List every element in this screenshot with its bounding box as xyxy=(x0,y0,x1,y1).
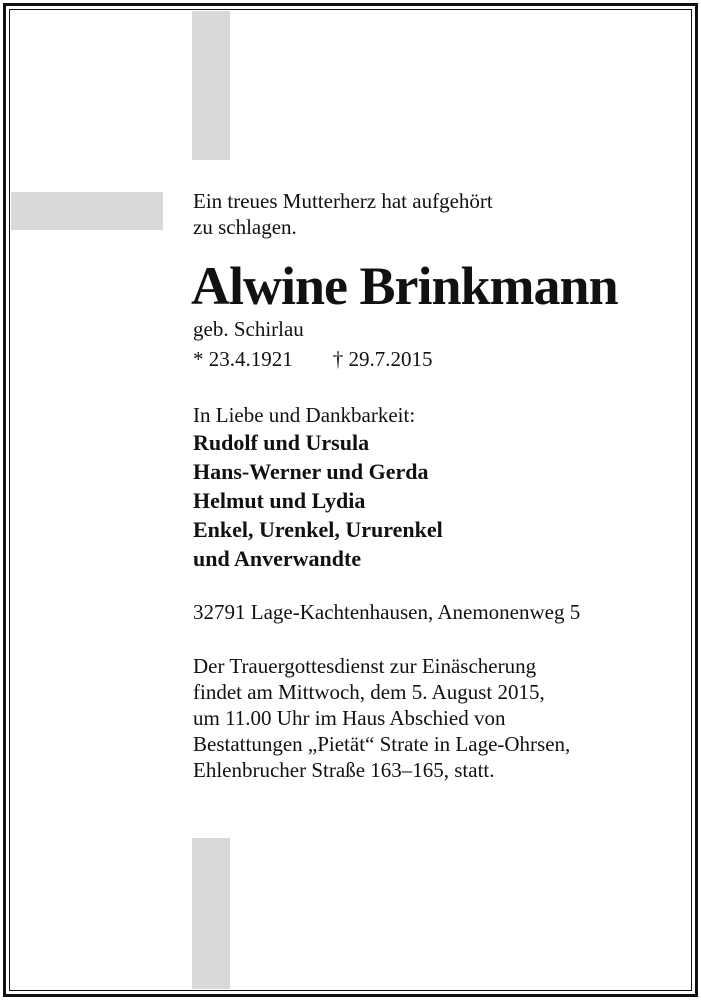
deceased-name: Alwine Brinkmann xyxy=(191,256,618,316)
service-line: Ehlenbrucher Straße 163–165, statt. xyxy=(193,758,495,782)
address: 32791 Lage-Kachtenhausen, Anemonenweg 5 xyxy=(193,600,581,624)
birth-date: * 23.4.1921 xyxy=(193,347,293,371)
mourner-line: Enkel, Urenkel, Ururenkel xyxy=(193,517,443,542)
intro-line-2: zu schlagen. xyxy=(193,215,297,239)
service-line: Der Trauergottesdienst zur Einäscherung xyxy=(193,654,537,678)
mourner-line: Helmut und Lydia xyxy=(193,488,366,513)
intro-line-1: Ein treues Mutterherz hat aufgehört xyxy=(193,189,493,213)
cross-icon-bottom-beam xyxy=(192,838,230,989)
service-line: um 11.00 Uhr im Haus Abschied von xyxy=(193,706,506,730)
mourners-list xyxy=(193,428,683,573)
gratitude-label: In Liebe und Dankbarkeit: xyxy=(193,403,416,427)
death-date: † 29.7.2015 xyxy=(332,347,433,371)
cross-icon-top-beam xyxy=(192,11,230,160)
mourner-line: Rudolf und Ursula xyxy=(193,430,370,455)
obituary-text xyxy=(193,188,683,783)
service-line: Bestattungen „Pietät“ Strate in Lage-Ohrsen, xyxy=(193,732,571,756)
cross-icon-left-beam xyxy=(11,192,163,230)
service-line: findet am Mittwoch, dem 5. August 2015, xyxy=(193,680,545,704)
mourner-line: und Anverwandte xyxy=(193,546,362,571)
life-dates xyxy=(193,346,683,372)
service-info xyxy=(193,653,683,783)
maiden-name: geb. Schirlau xyxy=(193,317,304,341)
mourner-line: Hans-Werner und Gerda xyxy=(193,459,429,484)
